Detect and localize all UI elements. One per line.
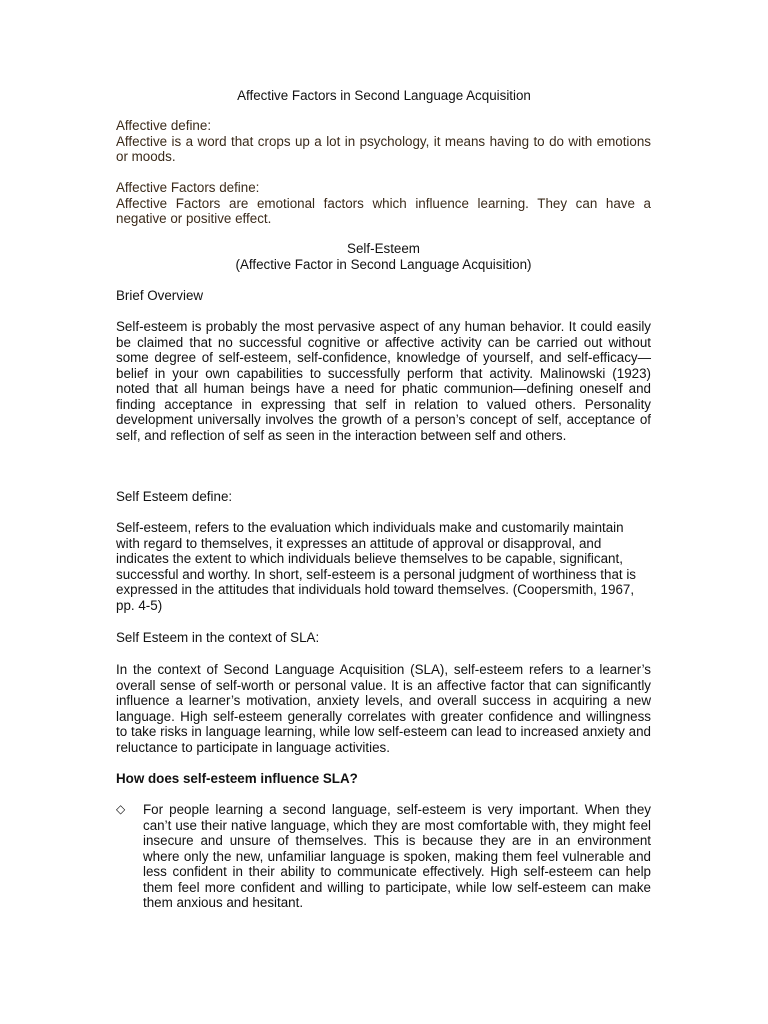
diamond-bullet-icon: ◇ [116,802,126,816]
affective-text: Affective is a word that crops up a lot in psychology, it means having to do with emotions or moods. [116,133,651,164]
bullet-item [116,802,651,911]
section-heading [116,241,651,272]
affective-factors-text: Affective Factors are emotional factors which influence learning. They can have a negative or positive effect. [116,195,651,226]
affective-definition [116,118,651,165]
context-paragraph: In the context of Second Language Acquisition (SLA), self-esteem refers to a learner’s overall sense of self-worth or personal value. It is an affective factor that can significantly influence a learner’s motivation, anxiety levels, and overall success in acquiring a new language. High self-esteem generally correlates with greater confidence and willingness to take risks in language learning, while low self-esteem can lead to increased anxiety and reluctance to participate in language activities. [116,662,651,755]
section-title: Self-Esteem [347,241,420,256]
define-heading: Self Esteem define: [116,489,233,504]
question-heading: How does self-esteem influence SLA? [116,771,358,786]
affective-label: Affective define: [116,118,212,133]
bullet-text: For people learning a second language, self-esteem is very important. When they can’t use their native language, which they are most comfortable with, they might feel insecure and unsure of themselves. This is because they are in an environment where only the new, unfamiliar language is spoken, making them feel vulnerable and less confident in their ability to communicate effectively. High self-esteem can help them feel more confident and willing to participate, while low self-esteem can make them anxious and hesitant. [143,802,651,910]
overview-paragraph: Self-esteem is probably the most pervasive aspect of any human behavior. It could easily be claimed that no successful cognitive or affective activity can be carried out without some degree of self-esteem, self-confidence, knowledge of yourself, and self-efficacy—belief in your own capabilities to successfully perform that activity. Malinowski (1923) noted that all human beings have a need for phatic communion—defining oneself and finding acceptance in expressing that self in relation to valued others. Personality development universally involves the growth of a person’s concept of self, acceptance of self, and reflection of self as seen in the interaction between self and others. [116,319,651,443]
affective-factors-definition [116,180,651,227]
section-subtitle: (Affective Factor in Second Language Acquisition) [235,256,532,272]
define-paragraph: Self-esteem, refers to the evaluation which individuals make and customarily maintain with regard to themselves, it expresses an attitude of approval or disapproval, and indicates the extent to which individuals believe themselves to be capable, significant, successful and worthy. In short, self-esteem is a personal judgment of worthiness that is expressed in the attitudes that individuals hold toward themselves. (Coopersmith, 1967, pp. 4-5) [116,520,636,613]
document-title: Affective Factors in Second Language Acquisition [237,88,531,103]
overview-heading: Brief Overview [116,288,204,303]
context-heading: Self Esteem in the context of SLA: [116,630,320,645]
affective-factors-label: Affective Factors define: [116,180,260,195]
